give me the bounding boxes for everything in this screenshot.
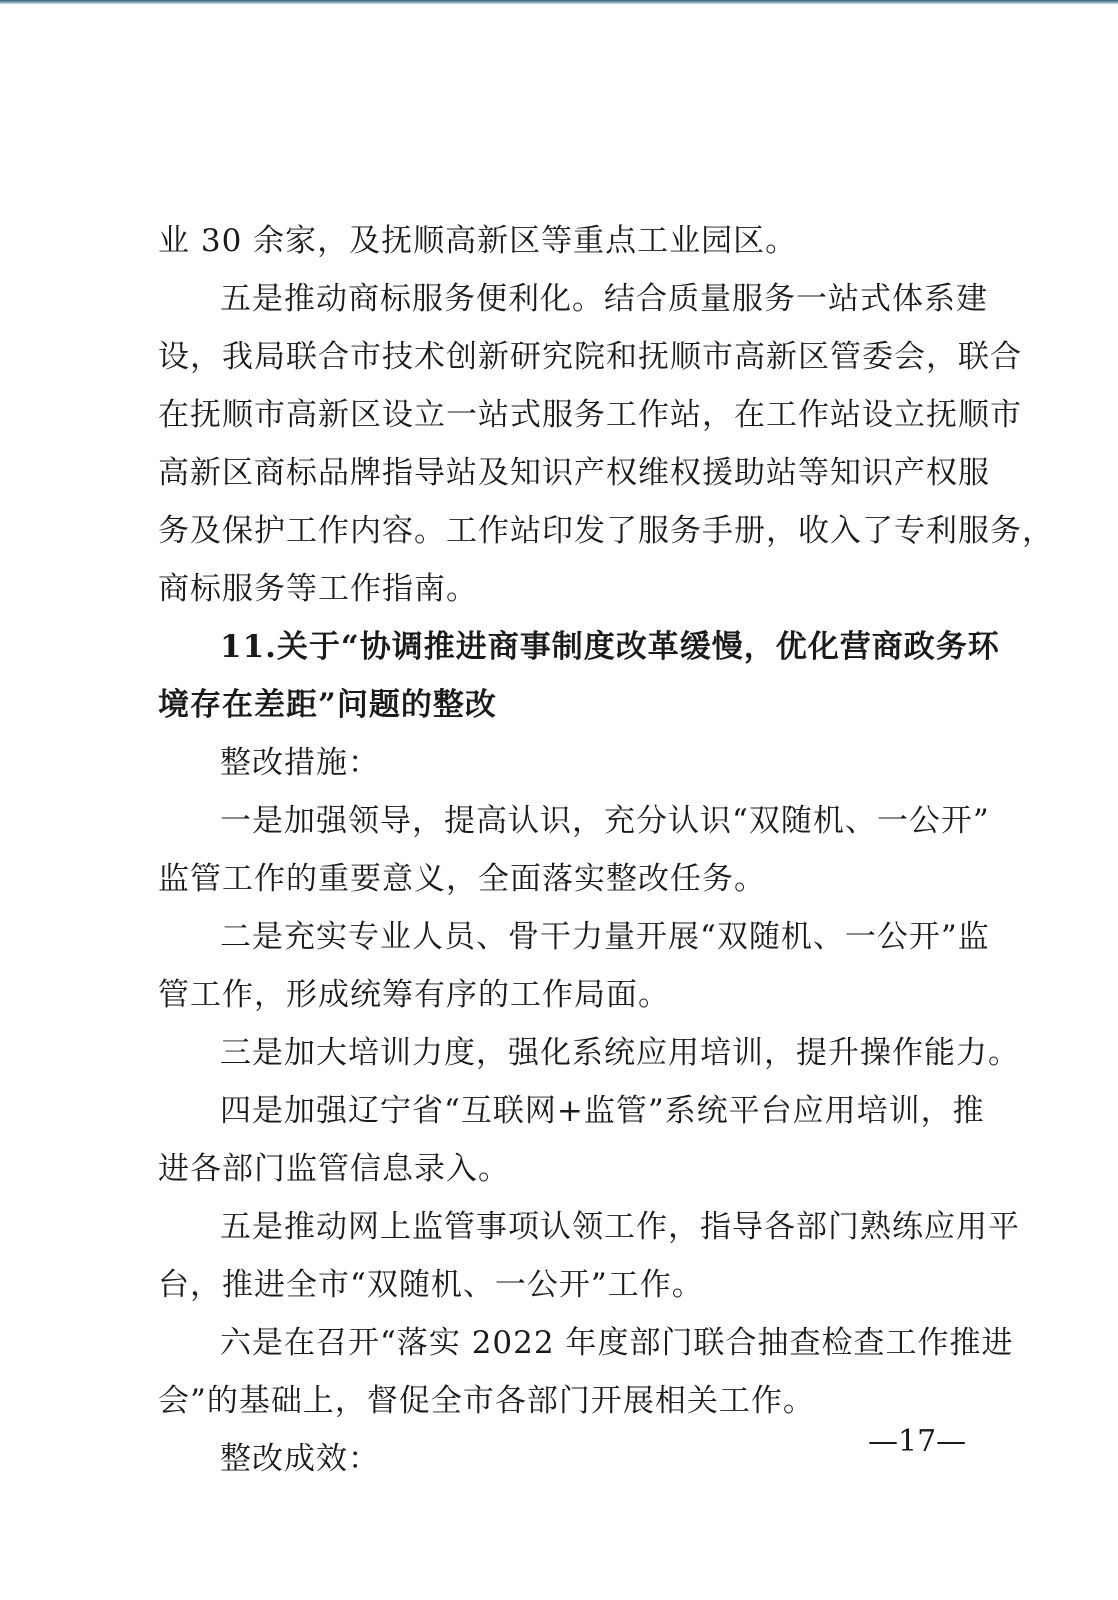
body-line: 在抚顺市高新区设立一站式服务工作站，在工作站设立抚顺市	[158, 397, 1022, 433]
body-line: 高新区商标品牌指导站及知识产权维权援助站等知识产权服	[158, 455, 990, 491]
body-line: 三是加大培训力度，强化系统应用培训，提升操作能力。	[220, 1035, 1020, 1071]
body-line: 设，我局联合市技术创新研究院和抚顺市高新区管委会，联合	[158, 339, 1022, 375]
subheading-measures: 整改措施：	[220, 745, 380, 781]
body-line: 业 30 余家，及抚顺高新区等重点工业园区。	[158, 223, 798, 259]
body-line: 四是加强辽宁省“互联网+监管”系统平台应用培训，推	[220, 1093, 985, 1129]
body-line: 二是充实专业人员、骨干力量开展“双随机、一公开”监	[220, 919, 990, 955]
body-line: 五是推动网上监管事项认领工作，指导各部门熟练应用平	[220, 1209, 1020, 1245]
body-line: 务及保护工作内容。工作站印发了服务手册，收入了专利服务，	[158, 513, 1054, 549]
body-line: 会”的基础上，督促全市各部门开展相关工作。	[158, 1383, 815, 1419]
body-line: 一是加强领导，提高认识，充分认识“双随机、一公开”	[220, 803, 990, 839]
subheading-results: 整改成效：	[220, 1441, 380, 1477]
section-heading: 11.关于“协调推进商事制度改革缓慢，优化营商政务环	[220, 629, 1000, 665]
scan-top-edge	[0, 0, 1118, 4]
page-number: —17—	[868, 1424, 967, 1459]
body-line: 台，推进全市“双随机、一公开”工作。	[158, 1267, 704, 1303]
body-line: 进各部门监管信息录入。	[158, 1151, 510, 1187]
body-line: 六是在召开“落实 2022 年度部门联合抽查检查工作推进	[220, 1325, 1014, 1361]
body-line: 监管工作的重要意义，全面落实整改任务。	[158, 861, 766, 897]
body-line: 管工作，形成统筹有序的工作局面。	[158, 977, 670, 1013]
body-line: 商标服务等工作指南。	[158, 571, 478, 607]
body-line: 五是推动商标服务便利化。结合质量服务一站式体系建	[220, 281, 988, 317]
section-heading: 境存在差距”问题的整改	[158, 687, 497, 723]
document-body	[158, 212, 1054, 1488]
